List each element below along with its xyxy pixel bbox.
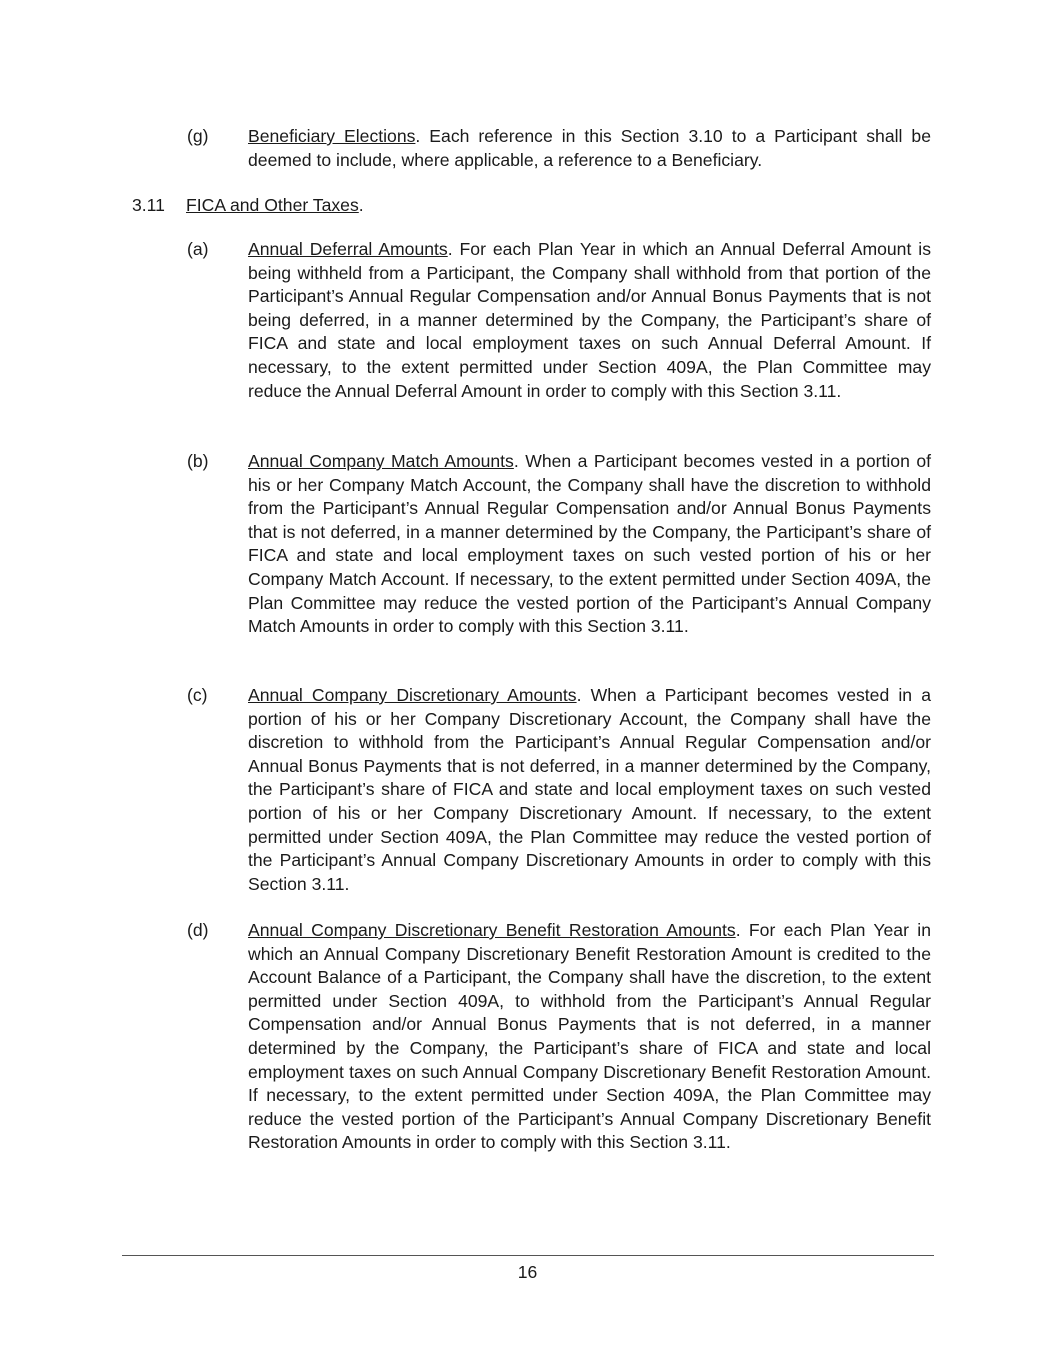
item-a-label: (a) — [187, 239, 209, 259]
item-c-body: . When a Participant becomes vested in a portion of his or her Company Discretionary Account, the Company shall have the discretion to withhold from the Participant’s Annual Regular Compensation and/or Annual Bonus Payments that is not deferred, in a manner determined by the Company, the Participant’s share of FICA and state and local employment taxes on such vested portion of his or her Company Discretionary Amount. If necessary, to the extent permitted under Section 409A, the Plan Committee may reduce the vested portion of the Participant’s Annual Company Discretionary Amounts in order to comply with this Section 3.11. — [248, 685, 931, 894]
item-b-body: . When a Participant becomes vested in a portion of his or her Company Match Account, the Company shall have the discretion to withhold from the Participant’s Annual Regular Compensation and/or Annual Bonus Payments that is not deferred, in a manner determined by the Company, the Participant’s share of FICA and state and local employment taxes on such vested portion of his or her Company Match Account. If necessary, to the extent permitted under Section 409A, the Plan Committee may reduce the vested portion of the Participant’s Annual Company Match Amounts in order to comply with this Section 3.11. — [248, 451, 931, 637]
item-d-body: . For each Plan Year in which an Annual Company Discretionary Benefit Restoration Amount is credited to the Account Balance of a Participant, the Company shall have the discretion, to the extent permitted under Section 409A, to withhold from the Participant’s Annual Regular Compensation and/or Annual Bonus Payments that is not deferred, in a manner determined by the Company, the Participant’s share of FICA and state and local employment taxes on such Annual Company Discretionary Benefit Restoration Amount. If necessary, to the extent permitted under Section 409A, the Plan Committee may reduce the vested portion of the Participant’s Annual Company Discretionary Benefit Restoration Amounts in order to comply with this Section 3.11. — [248, 920, 931, 1153]
item-b-heading: Annual Company Match Amounts — [248, 451, 514, 471]
item-c-paragraph — [248, 684, 931, 896]
item-g-heading: Beneficiary Elections — [248, 126, 416, 146]
item-b-label: (b) — [187, 451, 209, 471]
section-title-suffix: . — [358, 195, 364, 215]
item-d-paragraph — [248, 919, 931, 1155]
item-g-paragraph — [248, 125, 931, 172]
item-g-label: (g) — [187, 126, 209, 146]
item-d-heading: Annual Company Discretionary Benefit Restoration Amounts — [248, 920, 736, 940]
section-title: FICA and Other Taxes — [186, 195, 359, 215]
footer-divider — [122, 1255, 934, 1256]
section-number: 3.11 — [132, 195, 165, 215]
item-c-heading: Annual Company Discretionary Amounts — [248, 685, 577, 705]
item-a-heading: Annual Deferral Amounts — [248, 239, 448, 259]
item-g-body: . Each reference in this Section 3.10 to a Participant shall be deemed to include, where applicable, a reference to a Beneficiary. — [248, 126, 932, 170]
page-number: 16 — [517, 1262, 538, 1282]
item-d-label: (d) — [187, 920, 209, 940]
item-c-label: (c) — [187, 685, 208, 705]
item-a-body: . For each Plan Year in which an Annual Deferral Amount is being withheld from a Participant, the Company shall withhold from that portion of the Participant’s Annual Regular Compensation and/or Annual Bonus Payments that is not being deferred, in a manner determined by the Company, the Participant’s share of FICA and state and local employment taxes on such Annual Deferral Amount. If necessary, to the extent permitted under Section 409A, the Plan Committee may reduce the Annual Deferral Amount in order to comply with this Section 3.11. — [248, 239, 932, 401]
item-b-paragraph — [248, 450, 931, 639]
item-a-paragraph — [248, 238, 931, 403]
section-heading — [132, 194, 364, 218]
